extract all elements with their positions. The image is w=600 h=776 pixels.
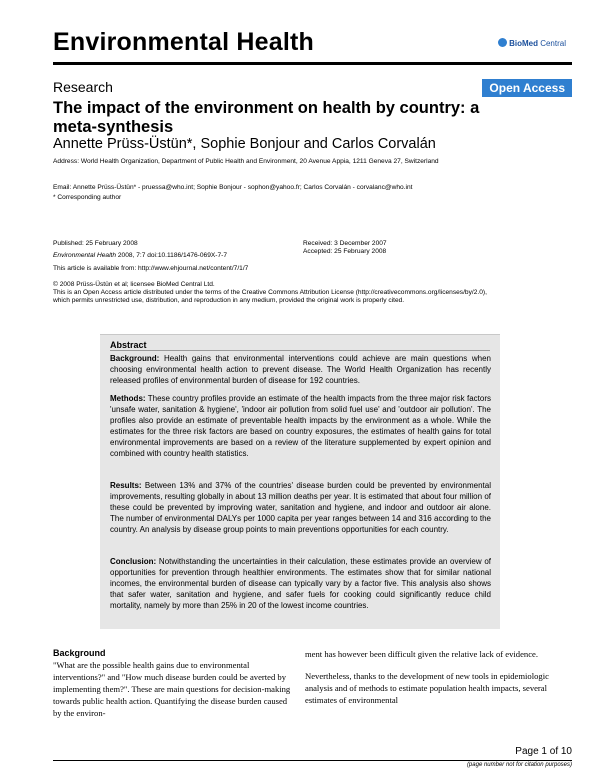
biomed-logo-icon <box>498 38 507 47</box>
page-number: Page 1 of 10 <box>515 746 572 757</box>
corresponding-author-note: * Corresponding author <box>53 194 122 201</box>
received-date: Received: 3 December 2007 <box>303 240 387 247</box>
citation-line: Environmental Health 2008, 7:7 doi:10.1186/1476-069X-7-7 <box>53 252 228 259</box>
body-column-left: "What are the possible health gains due to environmental interventions?" and "How much disease burden could be averted by implementing them?". These are main questions for decision-making towards public health action. Quantifying the disease burden caused by the environ- <box>53 660 291 718</box>
article-url: This article is available from: http://www.ehjournal.net/content/7/1/7 <box>53 265 249 272</box>
footer-rule <box>53 760 572 761</box>
publisher-logo: BioMed Central <box>498 38 566 48</box>
body-paragraph: Nevertheless, thanks to the development of new tools in epidemiologic analysis and of methods to estimate population health impacts, several estimates of environmental <box>305 671 549 705</box>
article-section: Research <box>53 79 113 95</box>
page-number-note: (page number not for citation purposes) <box>466 762 572 768</box>
copyright-notice: © 2008 Prüss-Üstün et al; licensee BioMed Central Ltd. <box>53 281 215 288</box>
article-title: The impact of the environment on health by country: a meta-synthesis <box>53 99 480 136</box>
license-line-1: This is an Open Access article distributed under the terms of the Creative Commons Attribution License (http://creativecommons.org/licenses/by/2.0), <box>53 289 487 296</box>
published-date: Published: 25 February 2008 <box>53 240 138 247</box>
body-paragraph: ment has however been difficult given the relative lack of evidence. <box>305 649 538 659</box>
abstract-box <box>100 334 500 629</box>
author-emails: Email: Annette Prüss-Üstün* - pruessa@who.int; Sophie Bonjour - sophon@yahoo.fr; Carlos Corvalán - corvalanc@who.int <box>53 184 413 191</box>
abstract-conclusion: Conclusion: Notwithstanding the uncertainties in their calculation, these estimates provide an overview of opportunities for prevention through healthier environments. The estimates show that for similar national incomes, the environmental burden of disease can typically vary by a factor five. This analysis also shows that safer water, sanitation and hygiene, and safer fuels for cooking could significantly reduce child mortality, namely by more than 25% in 20 of the lowest income countries. <box>110 557 491 610</box>
abstract-rule <box>110 350 490 351</box>
body-column-right <box>305 648 549 706</box>
header-rule <box>53 62 572 65</box>
accepted-date: Accepted: 25 February 2008 <box>303 248 387 255</box>
journal-title: Environmental Health <box>53 28 314 56</box>
author-address: Address: World Health Organization, Department of Public Health and Environment, 20 Avenue Appia, 1211 Geneva 27, Switzerland <box>53 158 439 165</box>
license-line-2: which permits unrestricted use, distribution, and reproduction in any medium, provided the original work is properly cited. <box>53 297 405 304</box>
background-heading: Background <box>53 648 106 658</box>
abstract-results: Results: Between 13% and 37% of the countries' disease burden could be prevented by environmental improvements, resulting globally in about 13 million deaths per year. It is estimated that about four million of these could be prevented by improving water, sanitation and hygiene, and indoor and outdoor air alone. The number of environmental DALYs per 1000 capita per year ranges between 14 and 316 according to the country. An analysis by disease group points to main preventions opportunities for each country. <box>110 481 491 534</box>
abstract-methods: Methods: These country profiles provide an estimate of the health impacts from the three major risk factors 'unsafe water, sanitation & hygiene', 'indoor air pollution from solid fuel use' and 'outdoor air pollution'. The profiles also provide an estimate of preventable health impacts by the environment as a whole. While the estimates for the three risk factors are based on country exposures, the estimates of health gains for total environmental improvements are based on a review of the literature supplemented by expert opinion and combined with country health statistics. <box>110 394 491 458</box>
author-list: Annette Prüss-Üstün*, Sophie Bonjour and Carlos Corvalán <box>53 136 436 152</box>
abstract-heading: Abstract <box>110 340 147 350</box>
abstract-background: Background: Health gains that environmental interventions could achieve are main questions when choosing environmental health action to prevent disease. The World Health Organization has recently released profiles of environmental burden of disease for 192 countries. <box>110 354 491 385</box>
open-access-badge: Open Access <box>482 79 572 97</box>
